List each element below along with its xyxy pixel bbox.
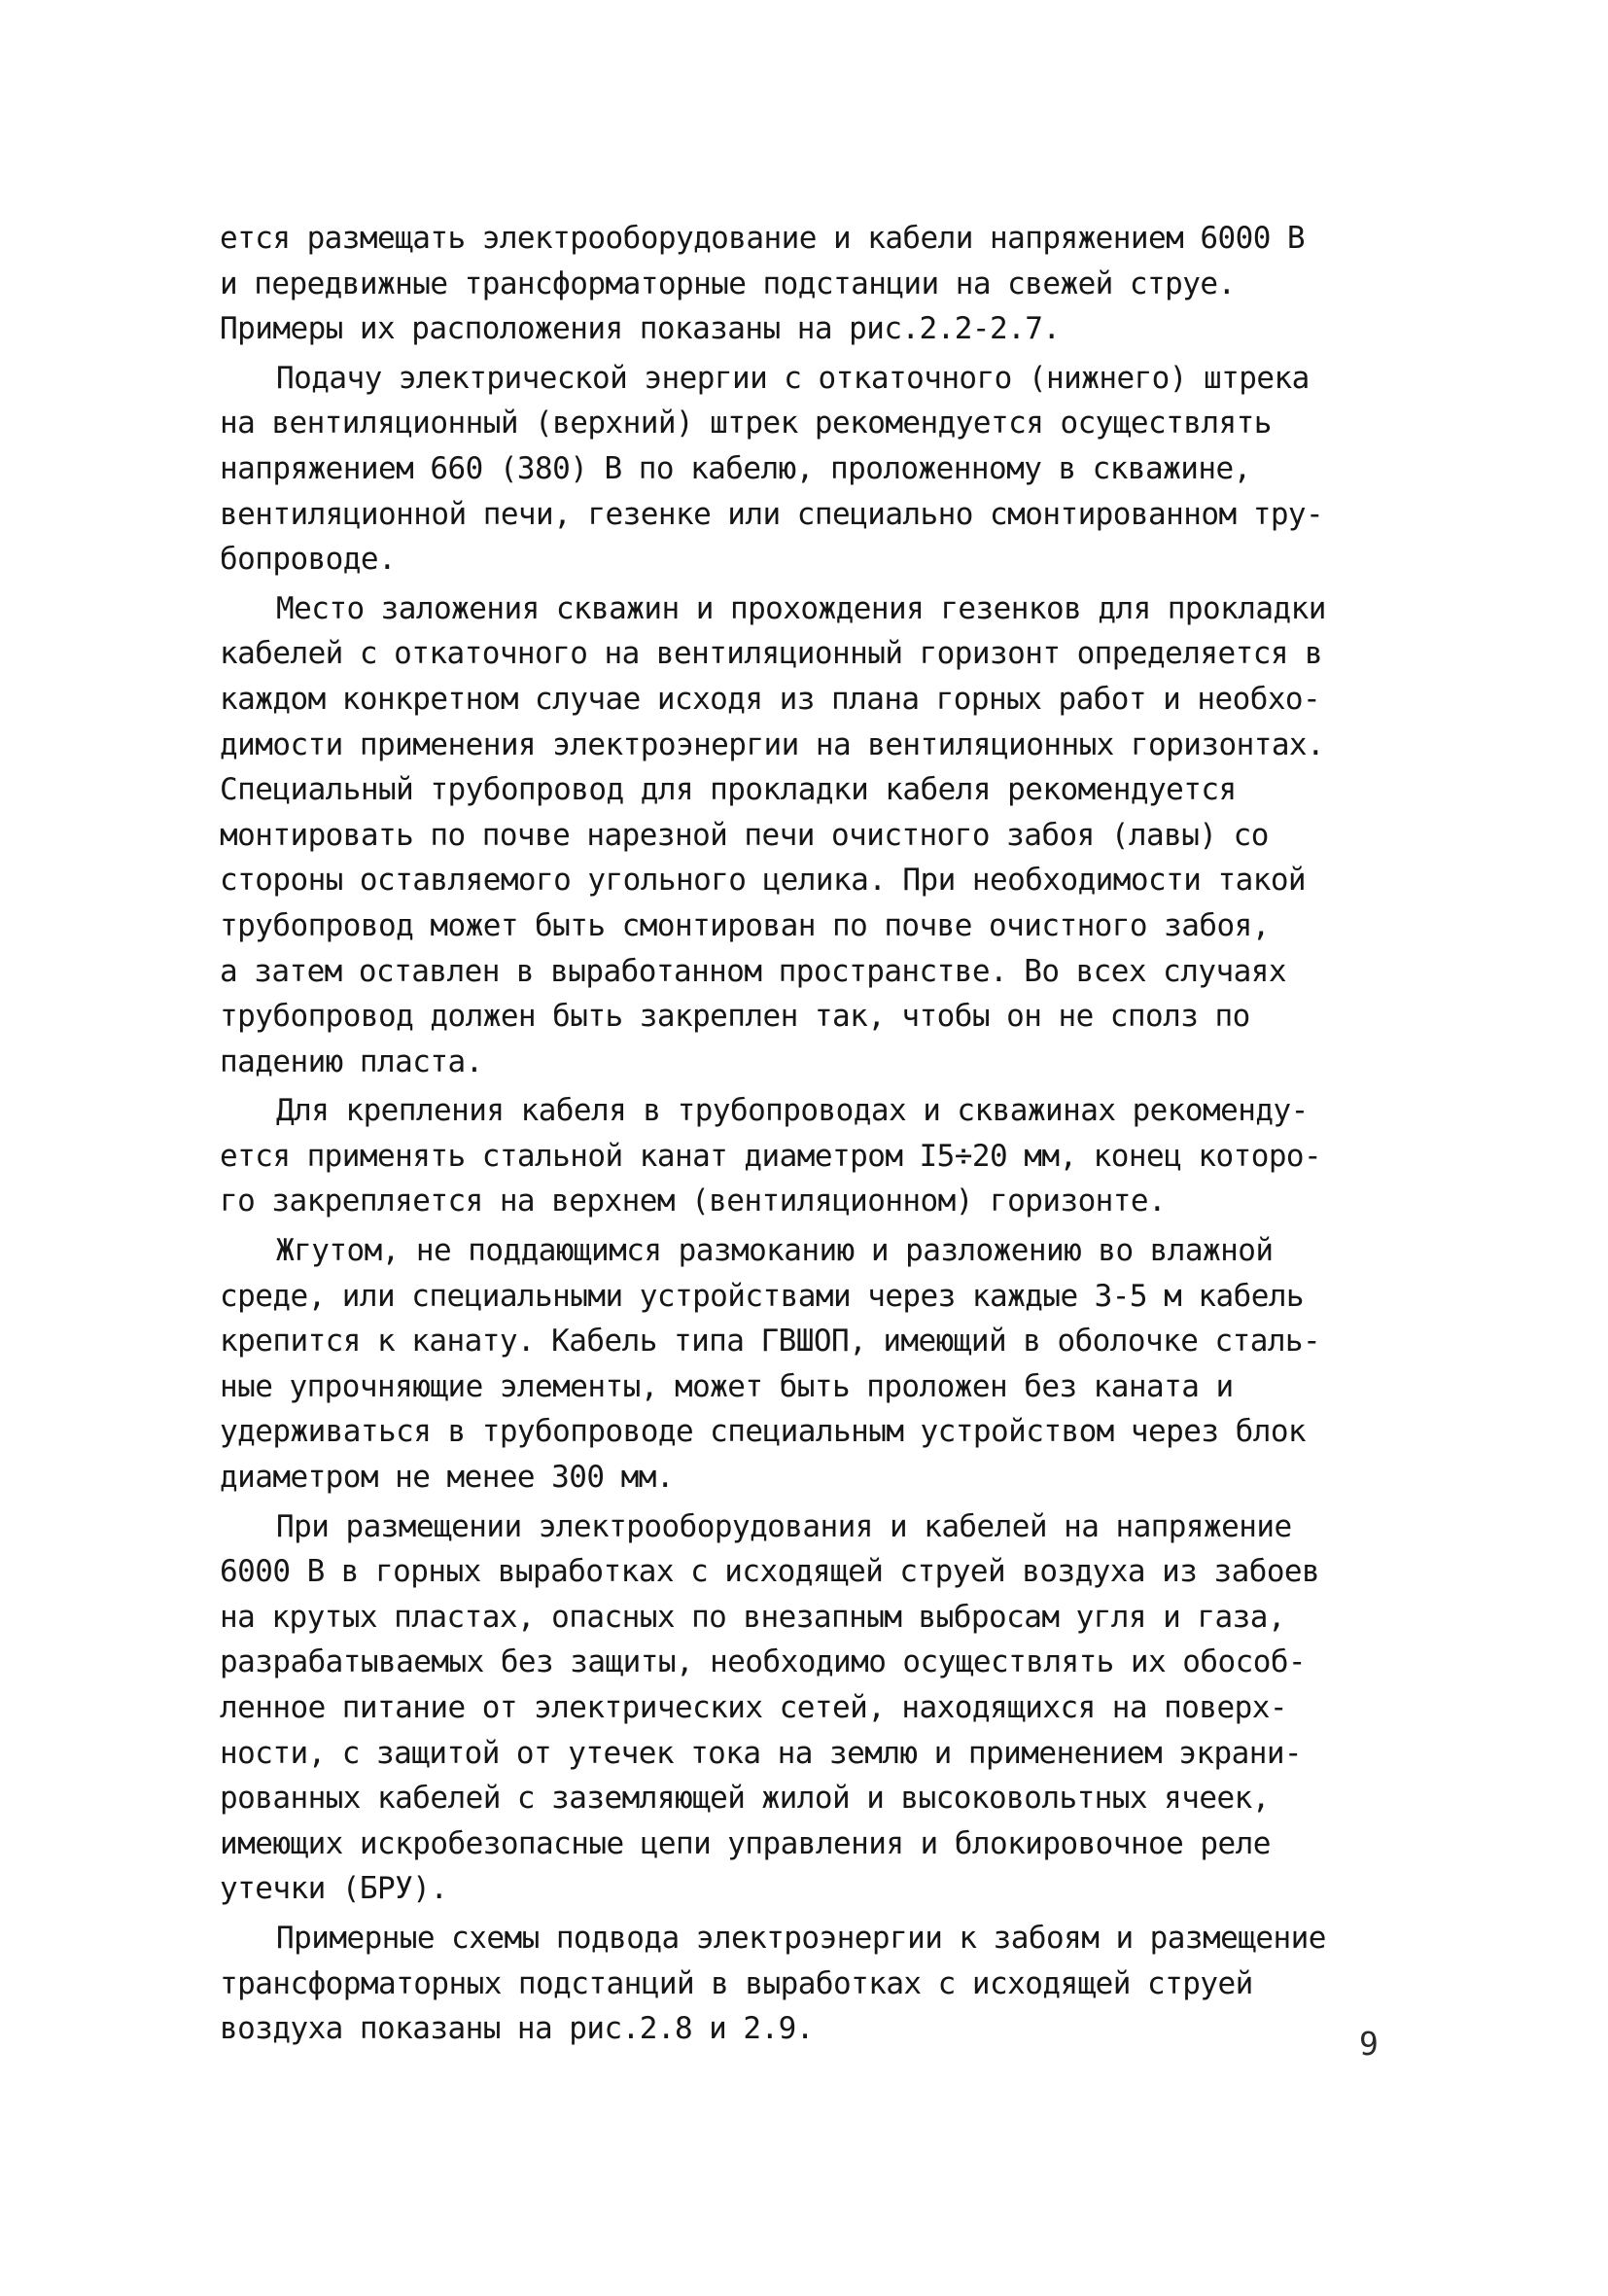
text-line: трубопровод должен быть закреплен так, чтобы он не сполз по [220, 999, 1250, 1035]
paragraph-3 [220, 586, 1398, 1085]
text-line: падению пласта. [220, 1043, 483, 1079]
text-line: ности, с защитой от утечек тока на землю и применением экрани- [220, 1735, 1303, 1771]
text-line: димости применения электроэнергии на вентиляционных горизонтах. [220, 726, 1325, 762]
text-line: Подачу электрической энергии с откаточного (нижнего) штрека [276, 360, 1310, 396]
text-line: монтировать по почве нарезной печи очистного забоя (лавы) со [220, 817, 1269, 853]
text-line: При размещении электрооборудования и кабелей на напряжение [276, 1508, 1292, 1544]
text-line: трансформаторных подстанций в выработках с исходящей струей [220, 1965, 1253, 2001]
paragraph-5 [220, 1228, 1398, 1501]
text-line: имеющих искробезопасные цепи управления и блокировочное реле [220, 1825, 1271, 1861]
body-text [220, 216, 1398, 2052]
text-line: кабелей с откаточного на вентиляционный горизонт определяется в [220, 636, 1323, 672]
text-line: Место заложения скважин и прохождения гезенков для прокладки [276, 590, 1326, 626]
text-line: стороны оставляемого угольного целика. При необходимости такой [220, 863, 1307, 899]
text-line: удерживаться в трубопроводе специальным устройством через блок [220, 1414, 1307, 1450]
text-line: на вентиляционный (верхний) штрек рекомендуется осуществлять [220, 406, 1272, 442]
text-line: бопроводе. [220, 542, 397, 578]
text-line: а затем оставлен в выработанном пространстве. Во всех случаях [220, 953, 1286, 989]
text-line: среде, или специальными устройствами через каждые 3-5 м кабель [220, 1278, 1305, 1314]
text-line: Примеры их расположения показаны на рис.2.2-2.7. [220, 311, 1061, 347]
paragraph-2 [220, 356, 1398, 583]
text-line: ется размещать электрооборудование и кабели напряжением 6000 В [220, 221, 1306, 256]
text-line: и передвижные трансформаторные подстанции на свежей струе. [220, 265, 1236, 301]
text-line: диаметром не менее 300 мм. [220, 1460, 674, 1496]
text-line: вентиляционной печи, гезенке или специально смонтированном тру- [220, 496, 1324, 532]
text-line: крепится к канату. Кабель типа ГВШОП, имеющий в оболочке сталь- [220, 1324, 1321, 1360]
text-line: 6000 В в горных выработках с исходящей струей воздуха из забоев [220, 1554, 1320, 1590]
paragraph-1 [220, 216, 1398, 352]
text-line: воздуха показаны на рис.2.8 и 2.9. [220, 2011, 814, 2047]
text-line: рованных кабелей с заземляющей жилой и высоковольтных ячеек, [220, 1781, 1270, 1817]
text-line: Жгутом, не поддающимся размоканию и разложению во влажной [276, 1233, 1274, 1269]
paragraph-7 [220, 1916, 1398, 2052]
text-line: разрабатываемых без защиты, необходимо осуществлять их обособ- [220, 1644, 1307, 1680]
text-line: напряжением 660 (380) В по кабелю, проложенному в скважине, [220, 450, 1251, 486]
paragraph-6 [220, 1504, 1398, 1912]
text-line: ленное питание от электрических сетей, находящихся на поверх- [220, 1690, 1287, 1725]
text-line: Специальный трубопровод для прокладки кабеля рекомендуется [220, 772, 1237, 808]
text-line: ные упрочняющие элементы, может быть проложен без каната и [220, 1368, 1234, 1404]
paragraph-4 [220, 1088, 1398, 1224]
text-line: ется применять стальной канат диаметром I5÷20 мм, конец которо- [220, 1138, 1322, 1174]
text-line: Для крепления кабеля в трубопроводах и скважинах рекоменду- [276, 1093, 1309, 1129]
text-line: на крутых пластах, опасных по внезапным выбросам угля и газа, [220, 1599, 1285, 1635]
page-number: 9 [1359, 2025, 1379, 2063]
text-line: Примерные схемы подвода электроэнергии к забоям и размещение [276, 1920, 1326, 1956]
text-line: трубопровод может быть смонтирован по почве очистного забоя, [220, 907, 1270, 943]
text-line: утечки (БРУ). [220, 1871, 448, 1907]
text-line: го закрепляется на верхнем (вентиляционном) горизонте. [220, 1183, 1167, 1219]
text-line: каждом конкретном случае исходя из плана горных работ и необхо- [220, 681, 1321, 717]
